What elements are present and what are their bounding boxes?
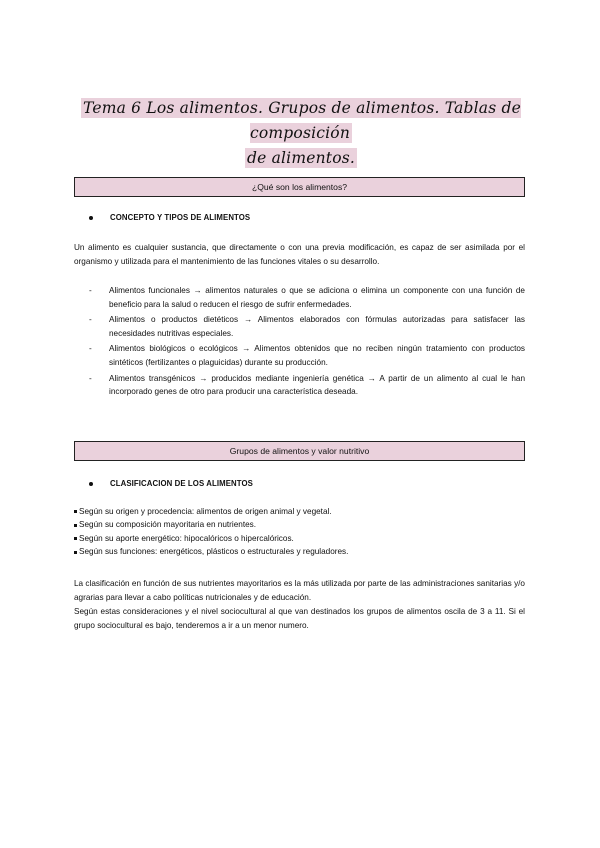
list-item: - Alimentos biológicos o ecológicos → Alimentos obtenidos que no reciben ningún tratamiento con productos sintéticos (fertilizantes o plaguicidas) durante su producción. xyxy=(89,344,525,367)
square-bullet-icon xyxy=(74,551,77,554)
bullet-heading-2-text: CLASIFICACION DE LOS ALIMENTOS xyxy=(110,479,253,488)
bullet-heading-2 xyxy=(89,479,253,488)
bullet-heading-1-text: CONCEPTO Y TIPOS DE ALIMENTOS xyxy=(110,213,251,222)
list-item: Según su aporte energético: hipocalóricos o hipercalóricos. xyxy=(74,532,525,545)
list-item: Según sus funciones: energéticos, plásticos o estructurales y reguladores. xyxy=(74,545,525,558)
title-line-2: de alimentos. xyxy=(246,149,356,167)
classification-list xyxy=(74,505,525,559)
classification-paragraph-1: La clasificación en función de sus nutrientes mayoritarios es la más utilizada por parte de las administraciones sanitarias y/o agrarias para llevar a cabo políticas nutricionales y de educación. xyxy=(74,579,525,602)
food-types-list xyxy=(89,284,525,401)
square-bullet-icon xyxy=(74,524,77,527)
list-item: Según su composición mayoritaria en nutrientes. xyxy=(74,518,525,531)
classification-paragraph-2: Según estas consideraciones y el nivel sociocultural al que van destinados los grupos de alimentos oscila de 3 a 11. Si el grupo sociocultural es bajo, tenderemos a ir a un menor numero. xyxy=(74,607,525,630)
intro-paragraph: Un alimento es cualquier sustancia, que directamente o con una previa modificación, es capaz de ser asimilada por el organismo y utilizada para el mantenimiento de las funciones vitales o su desarrollo. xyxy=(74,243,525,266)
bullet-heading-1 xyxy=(89,213,250,222)
bullet-icon xyxy=(89,482,93,486)
bullet-icon xyxy=(89,216,93,220)
section-heading-1: ¿Qué son los alimentos? xyxy=(74,177,525,197)
section-heading-2: Grupos de alimentos y valor nutritivo xyxy=(74,441,525,461)
list-item: - Alimentos transgénicos → producidos mediante ingeniería genética → A partir de un alimento al cual le han incorporado genes de otro para producir una característica deseada. xyxy=(89,373,525,397)
list-item: - Alimentos funcionales → alimentos naturales o que se adiciona o elimina un componente con una función de beneficio para la salud o reducen el riesgo de sufrir enfermedades. xyxy=(89,286,525,309)
title-line-1: Tema 6 Los alimentos. Grupos de alimentos. Tablas de composición xyxy=(82,99,522,142)
document-title xyxy=(78,96,524,171)
square-bullet-icon xyxy=(74,537,77,540)
square-bullet-icon xyxy=(74,510,77,513)
list-item: Según su origen y procedencia: alimentos de origen animal y vegetal. xyxy=(74,505,525,518)
list-item: - Alimentos o productos dietéticos → Alimentos elaborados con fórmulas autorizadas para satisfacer las necesidades nutritivas especiales. xyxy=(89,315,525,338)
